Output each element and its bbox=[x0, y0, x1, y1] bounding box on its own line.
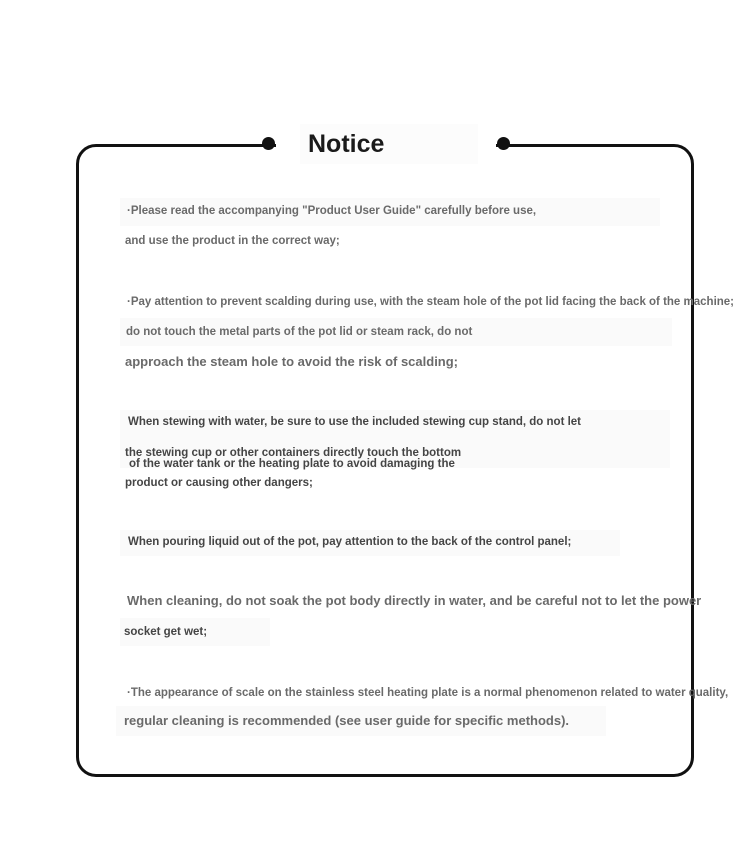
notice-line-10: When pouring liquid out of the pot, pay attention to the back of the control panel; bbox=[128, 536, 572, 548]
notice-line-4: do not touch the metal parts of the pot lid or steam rack, do not bbox=[126, 326, 473, 338]
right-dot-ornament bbox=[497, 137, 510, 150]
notice-line-7: the stewing cup or other containers directly touch the bottom bbox=[125, 447, 462, 459]
notice-line-1: ·Please read the accompanying "Product User Guide" carefully before use, bbox=[127, 205, 537, 217]
notice-title: Notice bbox=[300, 124, 478, 164]
left-dot-ornament bbox=[262, 137, 275, 150]
notice-line-12: socket get wet; bbox=[124, 626, 208, 638]
notice-line-11: When cleaning, do not soak the pot body directly in water, and be careful not to let the power bbox=[127, 593, 702, 608]
notice-line-5: approach the steam hole to avoid the risk of scalding; bbox=[125, 354, 459, 369]
notice-line-3: ·Pay attention to prevent scalding during use, with the steam hole of the pot lid facing the back of the machine; bbox=[127, 296, 735, 308]
notice-line-6: When stewing with water, be sure to use the included stewing cup stand, do not let bbox=[128, 416, 582, 428]
notice-line-2: and use the product in the correct way; bbox=[125, 235, 340, 247]
notice-line-9: product or causing other dangers; bbox=[125, 477, 313, 489]
notice-line-13: ·The appearance of scale on the stainless steel heating plate is a normal phenomenon related to water quality, bbox=[127, 687, 729, 699]
notice-line-8: of the water tank or the heating plate to avoid damaging the bbox=[129, 458, 455, 470]
notice-line-14: regular cleaning is recommended (see user guide for specific methods). bbox=[124, 713, 570, 728]
